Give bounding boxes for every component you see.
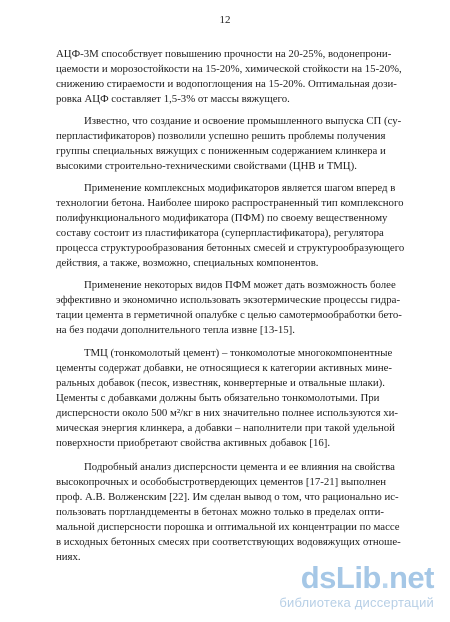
text-line: ТМЦ (тонкомолотый цемент) – тонкомолотые многокомпонентные [84, 347, 393, 359]
text-line: процесса структурообразования бетонных смесей и структурообразующего [56, 242, 405, 254]
text-line: Известно, что создание и освоение промышленного выпуска СП (су- [84, 115, 402, 127]
text-line: цаемости и морозостойкости на 15-20%, химической стойкости на 15-20%, [56, 63, 402, 75]
text-line: ниях. [56, 551, 81, 563]
watermark-logo-main: dsLib [300, 560, 381, 595]
text-line: цементы содержат добавки, не относящиеся к категории активных мине- [56, 362, 393, 374]
watermark [279, 562, 434, 610]
watermark-subtitle: библиотека диссертаций [279, 595, 434, 610]
text-line: действия, а также, возможно, специальных компонентов. [56, 257, 319, 269]
text-line: полифункционального модификатора (ПФМ) по своему вещественному [56, 212, 388, 224]
text-line: в исходных бетонных смесях при соответствующих водовяжущих отноше- [56, 536, 401, 548]
text-line: снижению стираемости и водопоглощения на 15-20%. Оптимальная дози- [56, 78, 397, 90]
page-number: 12 [219, 14, 231, 26]
text-line: дисперсности около 500 м²/кг в них значительно полнее используются хи- [56, 407, 399, 419]
text-line: проф. А.В. Волженским [22]. Им сделан вывод о том, что рационально ис- [56, 491, 399, 503]
text-line: перпластификаторов) позволили успешно решить проблемы получения [56, 130, 386, 142]
text-line: Подробный анализ дисперсности цемента и ее влияния на свойства [84, 461, 395, 473]
watermark-logo [279, 562, 434, 593]
text-line: ровка АЦФ составляет 1,5-3% от массы вяжущего. [56, 93, 290, 105]
text-line: мальной дисперсности порошка и оптимальной их концентрации по массе [56, 521, 400, 533]
watermark-logo-dot: . [380, 560, 389, 595]
text-line: АЦФ-3М способствует повышению прочности на 20-25%, водонепрони- [56, 48, 392, 60]
text-line: мическая энергия клинкера, а добавки – наполнители при такой удельной [56, 422, 395, 434]
text-line: пользовать портландцементы в бетонах можно только в пределах опти- [56, 506, 385, 518]
text-line: Применение комплексных модификаторов является шагом вперед в [84, 182, 396, 194]
text-line: эффективно и экономично использовать экзотермические процессы гидра- [56, 294, 401, 306]
text-line: Применение некоторых видов ПФМ может дать возможность более [84, 279, 396, 291]
text-line: Цементы с добавками должны быть обязательно тонкомолотыми. При [56, 392, 380, 404]
text-line: составу состоит из пластификатора (суперпластификатора), регулятора [56, 227, 384, 239]
text-line: поверхности приобретают свойства активных добавок [16]. [56, 437, 331, 449]
text-line: высокопрочных и особобыстротвердеющих цементов [17-21] выполнен [56, 476, 387, 488]
text-line: технологии бетона. Наиболее широко распространенный тип комплексного [56, 197, 404, 209]
text-line: на без подачи дополнительного тепла извне [13-15]. [56, 324, 295, 336]
text-line: группы специальных вяжущих с пониженным содержанием клинкера и [56, 145, 386, 157]
text-line: тации цемента в герметичной опалубке с целью самотермообработки бето- [56, 309, 402, 321]
watermark-logo-tld: net [389, 560, 434, 595]
text-line: высокими строительно-техническими свойствами (ЦНВ и ТМЦ). [56, 160, 357, 172]
text-line: ральных добавок (песок, известняк, конвертерные и отвальные шлаки). [56, 377, 385, 389]
